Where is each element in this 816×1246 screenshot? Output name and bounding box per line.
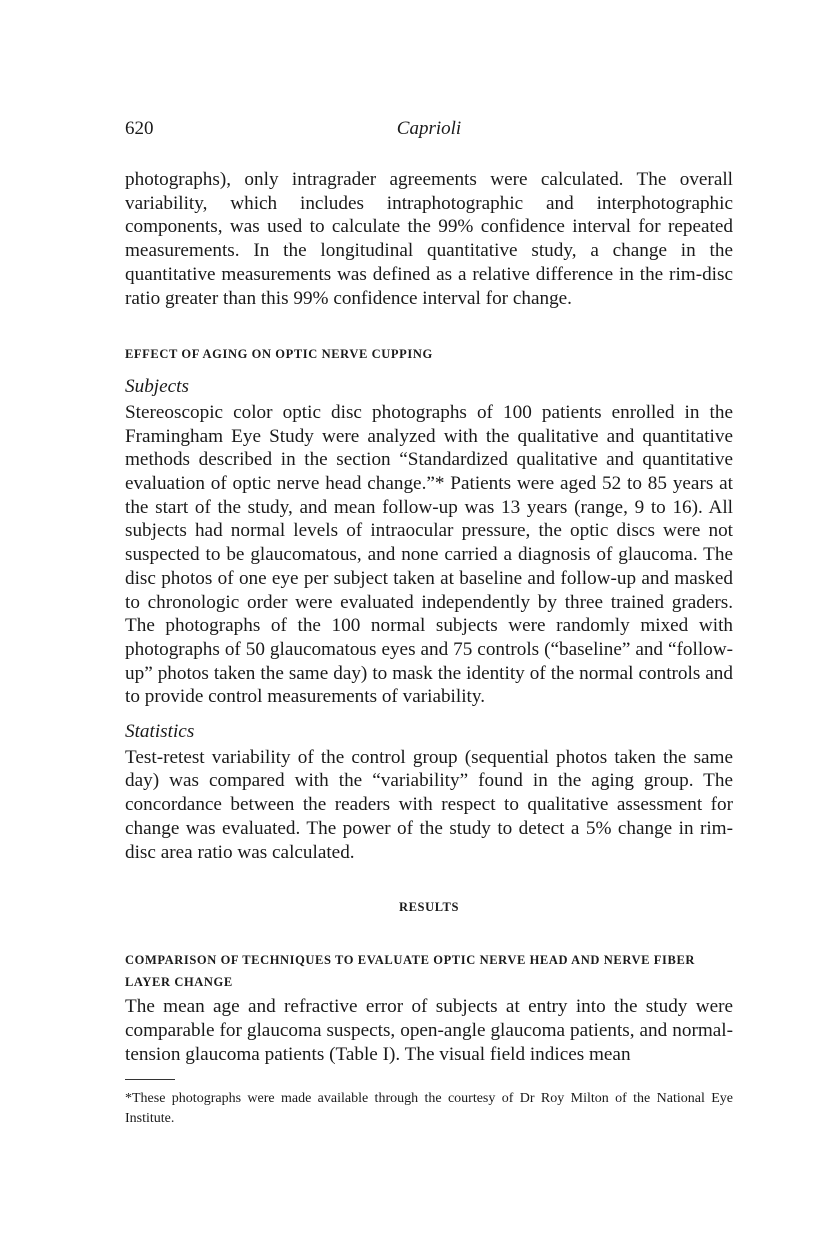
footnote-rule [125, 1079, 175, 1080]
comparison-paragraph: The mean age and refractive error of subjects at entry into the study were comparable for glaucoma suspects, open-angle glaucoma patients, and normal-tension glaucoma patients (Table I). The visual field indices mean [125, 996, 733, 1065]
footnote: *These photographs were made available through the courtesy of Dr Roy Milton of the National Eye Institute. [125, 1091, 733, 1126]
page-number: 620 [125, 118, 154, 139]
subjects-paragraph: Stereoscopic color optic disc photographs of 100 patients enrolled in the Framingham Eye Study were analyzed with the qualitative and quantitative methods described in the section “Standardized qualitative and quantitative evaluation of optic nerve head change.”* Patients were aged 52 to 85 years at the start of the study, and mean follow-up was 13 years (range, 9 to 16). All subjects had normal levels of intraocular pressure, the optic discs were not suspected to be glaucomatous, and none carried a diagnosis of glaucoma. The disc photos of one eye per subject taken at baseline and follow-up and masked to chronologic order were evaluated independently by three trained graders. The photographs of the 100 normal subjects were randomly mixed with photographs of 50 glaucomatous eyes and 75 controls (“baseline” and “follow- up” photos taken the same day) to mask the identity of the normal controls and to provide control measurements of variability. [125, 401, 733, 708]
section-heading-aging: EFFECT OF AGING ON OPTIC NERVE CUPPING [125, 347, 433, 362]
statistics-paragraph: Test-retest variability of the control group (sequential photos taken the same day) was compared with the “variability” found in the aging group. The concordance between the readers with respect to qualitative assessment for change was evaluated. The power of the study to detect a 5% change in rim-disc area ratio was calculated. [125, 746, 733, 863]
running-head [125, 118, 733, 148]
section-heading-comparison: COMPARISON OF TECHNIQUES TO EVALUATE OPTIC NERVE HEAD AND NERVE FIBER LAYER CHANGE [125, 953, 696, 990]
subheading-subjects: Subjects [125, 376, 189, 398]
results-heading: RESULTS [398, 900, 460, 915]
page-content [125, 118, 733, 1066]
running-title: Caprioli [396, 118, 462, 139]
intro-paragraph: photographs), only intragrader agreements were calculated. The overall variability, which includes intraphotographic and interphotographic components, was used to calculate the 99% confidence interval for repeated measurements. In the longitudinal quantitative study, a change in the quantitative measurements was defined as a relative difference in the rim-disc ratio greater than this 99% confidence interval for change. [125, 169, 733, 309]
subheading-statistics: Statistics [125, 721, 195, 743]
